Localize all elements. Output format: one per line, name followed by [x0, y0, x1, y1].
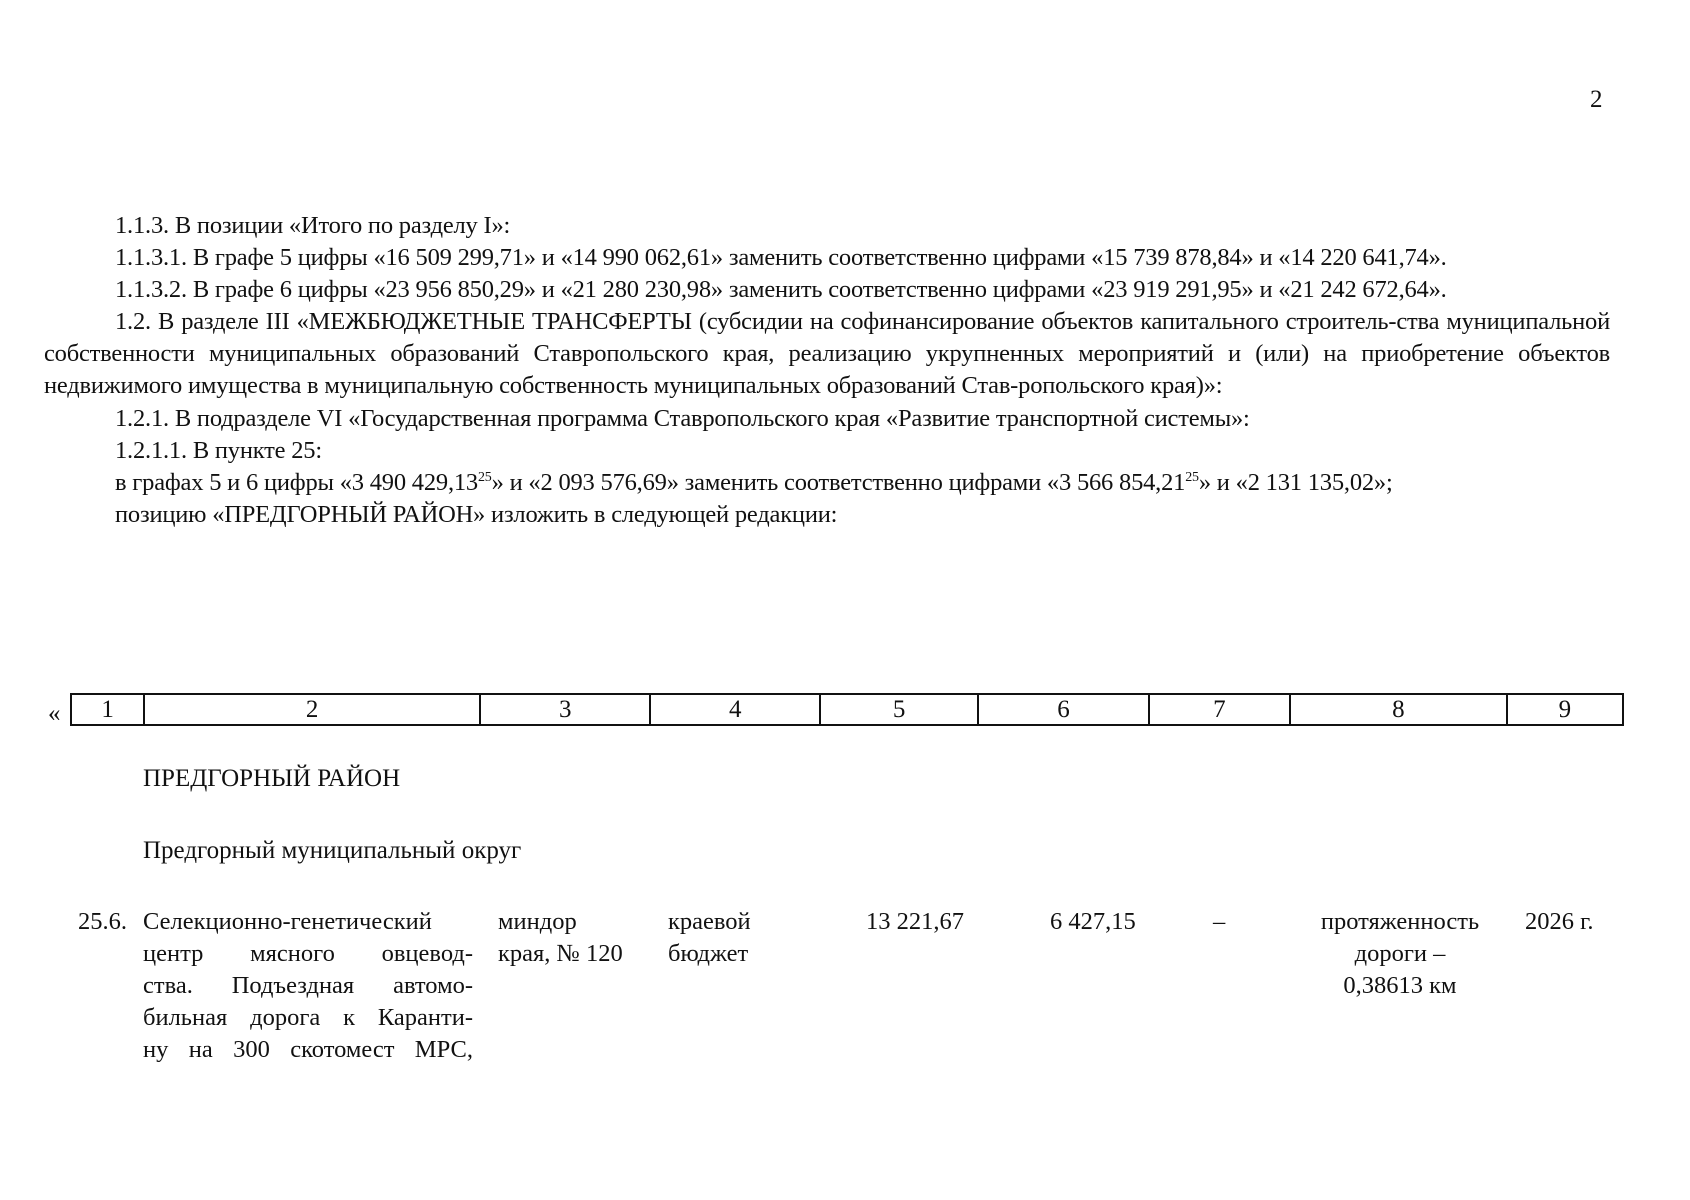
name-line: ну на 300 скотомест МРС,	[143, 1036, 473, 1064]
region-title: ПРЕДГОРНЫЙ РАЙОН	[143, 765, 401, 792]
replacement-text-a: в графах 5 и 6 цифры «3 490 429,13	[115, 468, 478, 496]
customer	[498, 906, 643, 970]
name-line: Селекционно-генетический	[143, 908, 432, 935]
source-line: краевой	[668, 908, 751, 935]
paragraph-1-2: 1.2. В разделе III «МЕЖБЮДЖЕТНЫЕ ТРАНСФЕРТЫ (субсидии на софинансирование объектов капитального строитель-ства муниципальной собственности муниципальных образований Ставропольского края, реализацию укрупненных мероприятий и (или) на приобретение объектов недвижимого имущества в муниципальную собственность муниципальных образований Став-ропольского края)»:	[44, 308, 1610, 400]
superscript-1: 25	[478, 469, 492, 485]
source-line: бюджет	[668, 940, 749, 968]
header-cell: 6	[978, 694, 1148, 725]
paragraph-position: позицию «ПРЕДГОРНЫЙ РАЙОН» изложить в следующей редакции:	[115, 500, 838, 528]
header-cell: 7	[1149, 694, 1290, 725]
paragraph-replacement	[44, 467, 1610, 499]
value-col6: 6 427,15	[1050, 908, 1136, 935]
customer-line: края, № 120	[498, 940, 623, 968]
document-body	[44, 210, 1610, 531]
district-title: Предгорный муниципальный округ	[143, 837, 522, 864]
replacement-text-c: » и «2 131 135,02»;	[1198, 468, 1393, 496]
paragraph-1-2-1-1: 1.2.1.1. В пункте 25:	[115, 436, 322, 464]
row-number: 25.6.	[78, 908, 127, 935]
paragraph-1-1-3: 1.1.3. В позиции «Итого по разделу I»:	[115, 212, 511, 239]
header-cell: 4	[650, 694, 819, 725]
header-cell: 3	[480, 694, 650, 725]
capacity-line: протяженность	[1320, 908, 1480, 935]
value-col5: 13 221,67	[866, 908, 964, 935]
opening-quote: «	[48, 700, 61, 727]
replacement-text-b: » и «2 093 576,69» заменить соответственно цифрами «3 566 854,21	[491, 468, 1186, 496]
header-cell: 9	[1507, 694, 1623, 725]
paragraph-1-1-3-1: 1.1.3.1. В графе 5 цифры «16 509 299,71» и «14 990 062,61» заменить соответственно цифрами «15 739 878,84» и «14 220 641,74».	[115, 244, 1447, 272]
capacity	[1290, 906, 1510, 1002]
capacity-line: 0,38613 км	[1343, 972, 1457, 1000]
funding-source	[668, 906, 768, 970]
customer-line: миндор	[498, 908, 577, 935]
paragraph-1-2-1: 1.2.1. В подразделе VI «Государственная программа Ставропольского края «Развитие транспортной системы»:	[115, 404, 1250, 432]
superscript-2: 25	[1185, 469, 1199, 485]
object-name	[143, 906, 473, 1066]
header-cell: 8	[1290, 694, 1507, 725]
value-col7: –	[1213, 908, 1226, 935]
page-number: 2	[1590, 86, 1603, 113]
name-line: бильная дорога к Каранти-	[143, 1004, 473, 1032]
column-number-header	[70, 693, 1624, 726]
name-line: ства. Подъездная автомо-	[143, 972, 473, 1000]
name-line: центр мясного овцевод-	[143, 940, 473, 968]
paragraph-1-1-3-2: 1.1.3.2. В графе 6 цифры «23 956 850,29» и «21 280 230,98» заменить соответственно цифрами «23 919 291,95» и «21 242 672,64».	[115, 276, 1447, 304]
header-cell: 1	[71, 694, 144, 725]
header-cell: 5	[820, 694, 978, 725]
header-cell: 2	[144, 694, 480, 725]
completion-year: 2026 г.	[1525, 908, 1594, 935]
capacity-line: дороги –	[1354, 940, 1446, 968]
